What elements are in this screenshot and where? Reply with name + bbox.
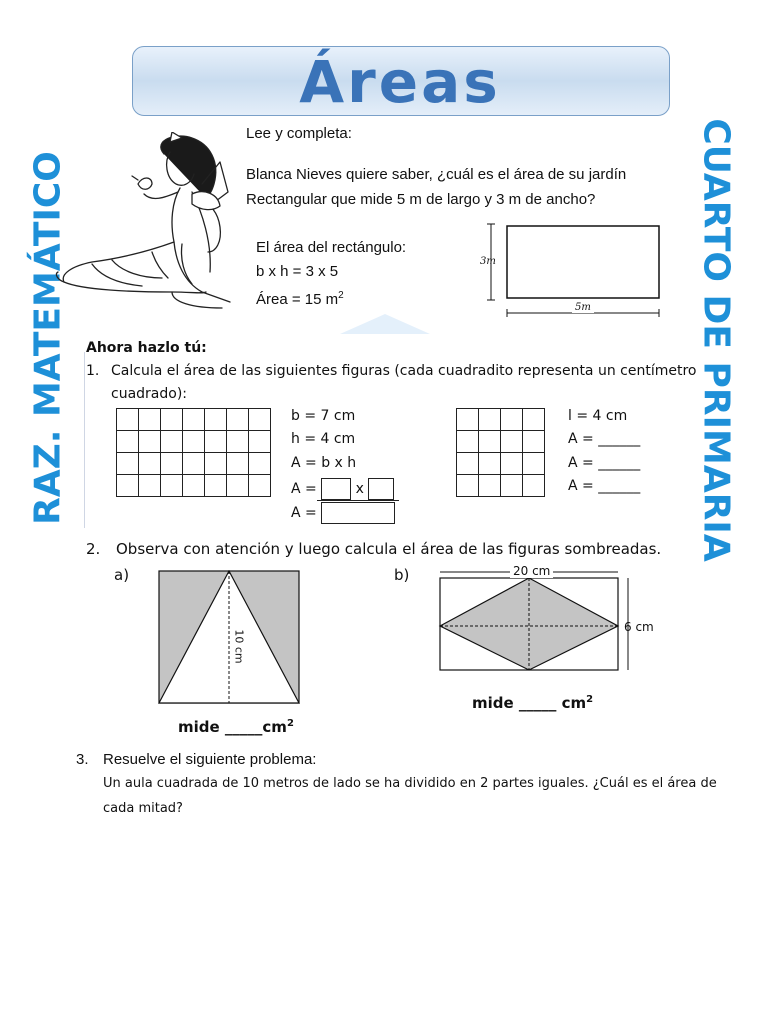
fig2-side: l = 4 cm	[568, 408, 628, 424]
figure-a-triangle	[158, 570, 302, 706]
fig1-factor-box-1[interactable]	[321, 478, 351, 500]
times-sign: x	[355, 481, 364, 497]
item1-line1: Calcula el área de las siguientes figuras (cada cuadradito representa un centímetro	[111, 363, 697, 379]
rect-height-label: 3m	[480, 256, 496, 267]
fig1-height: h = 4 cm	[291, 431, 356, 447]
mide-b: mide _____ $cm^2$	[472, 694, 594, 712]
area-label: El área del rectángulo:	[256, 239, 407, 256]
faint-arrow-decoration	[340, 312, 430, 334]
item1-line2: cuadrado):	[111, 386, 188, 402]
grid-square-4x4	[456, 408, 545, 497]
fig2-answer-2[interactable]: A = ______	[568, 455, 641, 471]
section-heading: Ahora hazlo tú:	[86, 340, 207, 356]
fig1-base: b = 7 cm	[291, 408, 356, 424]
rhombus-width-label: 20 cm	[510, 564, 553, 578]
side-label-right: CUARTO DE PRIMARIA	[695, 118, 737, 562]
rect-width-label: 5m	[572, 302, 594, 313]
item3-number: 3.	[76, 751, 89, 768]
intro-question-line2: Rectangular que mide 5 m de largo y 3 m de ancho?	[246, 191, 596, 208]
fig1-factor-box-2[interactable]	[368, 478, 394, 500]
intro-instruction: Lee y completa:	[246, 125, 352, 142]
fig1-formula: A = b x h	[291, 455, 357, 471]
page-title: Áreas	[299, 48, 501, 116]
item2-number: 2.	[86, 540, 101, 558]
fig1-answer-row: A = x	[291, 478, 394, 500]
rhombus-height-label: 6 cm	[624, 620, 654, 634]
mide-a: mide $\_\_\_\_\_cm^2$	[178, 718, 294, 736]
triangle-height-label: 10 cm	[232, 629, 246, 664]
fig2-answer-3[interactable]: A = ______	[568, 478, 641, 494]
item2-text: Observa con atención y luego calcula el área de las figuras sombreadas.	[116, 540, 662, 558]
side-label-left: RAZ. MATEMÁTICO	[27, 151, 69, 525]
area-result: Área = 15 $m^2$	[256, 290, 344, 308]
fig2-answer-1[interactable]: A = ______	[568, 431, 641, 447]
fraction-line	[317, 500, 399, 501]
item3-line2: cada mitad?	[103, 801, 183, 816]
item3-title: Resuelve el siguiente problema:	[103, 751, 317, 768]
fig1-result-box[interactable]	[321, 502, 395, 524]
intro-question-line1: Blanca Nieves quiere saber, ¿cuál es el área de su jardín	[246, 166, 627, 183]
item3-line1: Un aula cuadrada de 10 metros de lado se ha dividido en 2 partes iguales. ¿Cuál es el área de	[103, 776, 717, 791]
area-formula: b x h = 3 x 5	[256, 263, 339, 280]
example-rectangle	[470, 218, 670, 322]
margin-line	[84, 352, 85, 528]
label-a: a)	[114, 566, 130, 584]
fig1-final-row: A =	[291, 502, 395, 524]
grid-rectangle-7x4	[116, 408, 271, 497]
figure-b-rhombus	[436, 570, 632, 676]
item1-number: 1.	[86, 363, 100, 379]
snow-white-illustration	[52, 132, 242, 322]
label-b: b)	[394, 566, 410, 584]
